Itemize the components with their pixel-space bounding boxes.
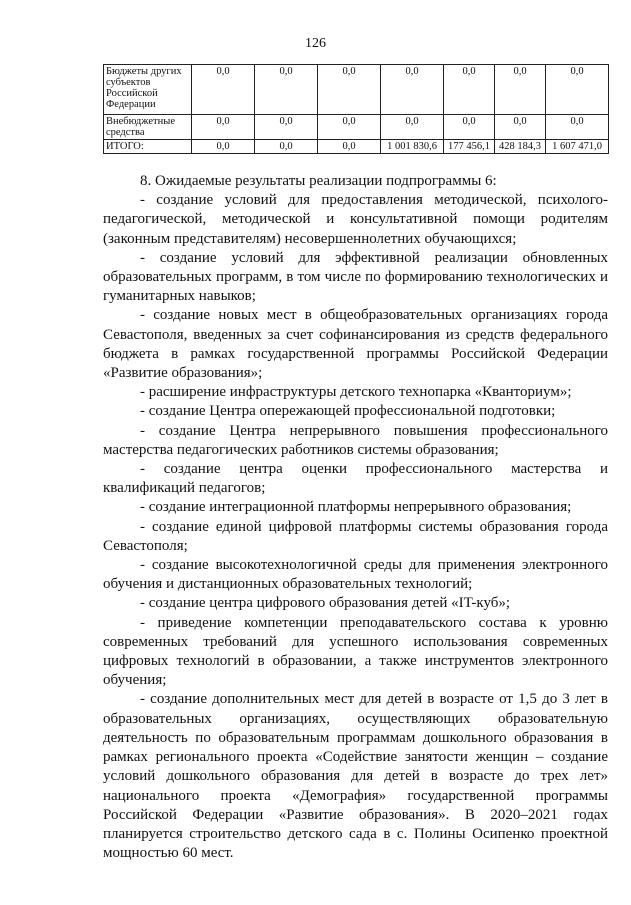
- table-cell: 177 456,1: [444, 140, 495, 154]
- row-label: ИТОГО:: [104, 140, 192, 154]
- section-heading: 8. Ожидаемые результаты реализации подпрограммы 6:: [140, 173, 497, 189]
- row-label: Внебюджетные средства: [104, 115, 192, 140]
- result-item: - создание новых мест в общеобразовательных организациях города Севастополя, введенных за счет софинансирования из средств федерального бюджета в рамках государственной программы Российской Федерации «Развитие образования»;: [103, 307, 608, 382]
- table-cell: 0,0: [495, 65, 546, 115]
- result-item: - создание дополнительных мест для детей в возрасте от 1,5 до 3 лет в образовательных организациях, осуществляющих образовательную деятельность по образовательным программам дошкольного образования в рамках регионального проекта «Содействие занятости женщин – создание условий дошкольного образования для детей в возрасте до трех лет» национального проекта «Демография» государственной программы Российской Федерации «Развитие образования». В 2020–2021 годах планируется строительство детского сада в с. Полины Осипенко проектной мощностью 60 мест.: [103, 691, 608, 862]
- result-item: - создание Центра непрерывного повышения профессионального мастерства педагогических работников системы образования;: [103, 422, 608, 458]
- result-item: - приведение компетенции преподавательского состава к уровню современных требований для успешного использования современных цифровых технологий в образовании, а также инструментов электронного обучения;: [103, 614, 608, 689]
- row-label: Бюджеты других субъектов Российской Федерации: [104, 65, 192, 115]
- table-row: [104, 65, 609, 115]
- table-row: [104, 115, 609, 140]
- result-item: - создание условий для предоставления методической, психолого-педагогической, методической и консультативной помощи родителям (законным представителям) несовершеннолетних обучающихся;: [103, 192, 608, 247]
- table-row: [104, 140, 609, 154]
- result-item: - создание высокотехнологичной среды для применения электронного обучения и дистанционных образовательных технологий;: [103, 557, 608, 593]
- result-item: - создание единой цифровой платформы системы образования города Севастополя;: [103, 518, 608, 554]
- table-cell: 0,0: [318, 65, 381, 115]
- table-cell: 0,0: [192, 140, 255, 154]
- table-cell: 0,0: [192, 115, 255, 140]
- page-number: 126: [305, 36, 326, 51]
- table-cell: 0,0: [381, 65, 444, 115]
- table-cell: 0,0: [495, 115, 546, 140]
- table-cell: 0,0: [255, 140, 318, 154]
- expected-results-section: [103, 172, 608, 863]
- table-cell: 0,0: [192, 65, 255, 115]
- table-cell: 428 184,3: [495, 140, 546, 154]
- result-item: - создание интеграционной платформы непрерывного образования;: [140, 499, 572, 516]
- table-cell: 1 001 830,6: [381, 140, 444, 154]
- table-cell: 0,0: [546, 115, 609, 140]
- table-cell: 0,0: [444, 115, 495, 140]
- result-item: - создание условий для эффективной реализации обновленных образовательных программ, в том числе по формированию технологических и гуманитарных навыков;: [103, 249, 608, 305]
- result-item: - расширение инфраструктуры детского технопарка «Кванториум»;: [140, 384, 572, 401]
- result-item: - создание центра оценки профессионального мастерства и квалификаций педагогов;: [103, 461, 608, 497]
- table-cell: 0,0: [546, 65, 609, 115]
- table-cell: 0,0: [255, 65, 318, 115]
- table-cell: 1 607 471,0: [546, 140, 609, 154]
- table-cell: 0,0: [381, 115, 444, 140]
- result-item: - создание центра цифрового образования детей «IT-куб»;: [140, 595, 511, 612]
- table-cell: 0,0: [444, 65, 495, 115]
- table-cell: 0,0: [255, 115, 318, 140]
- table-cell: 0,0: [318, 115, 381, 140]
- result-item: - создание Центра опережающей профессиональной подготовки;: [140, 403, 556, 420]
- table-cell: 0,0: [318, 140, 381, 154]
- funding-table: [103, 64, 609, 154]
